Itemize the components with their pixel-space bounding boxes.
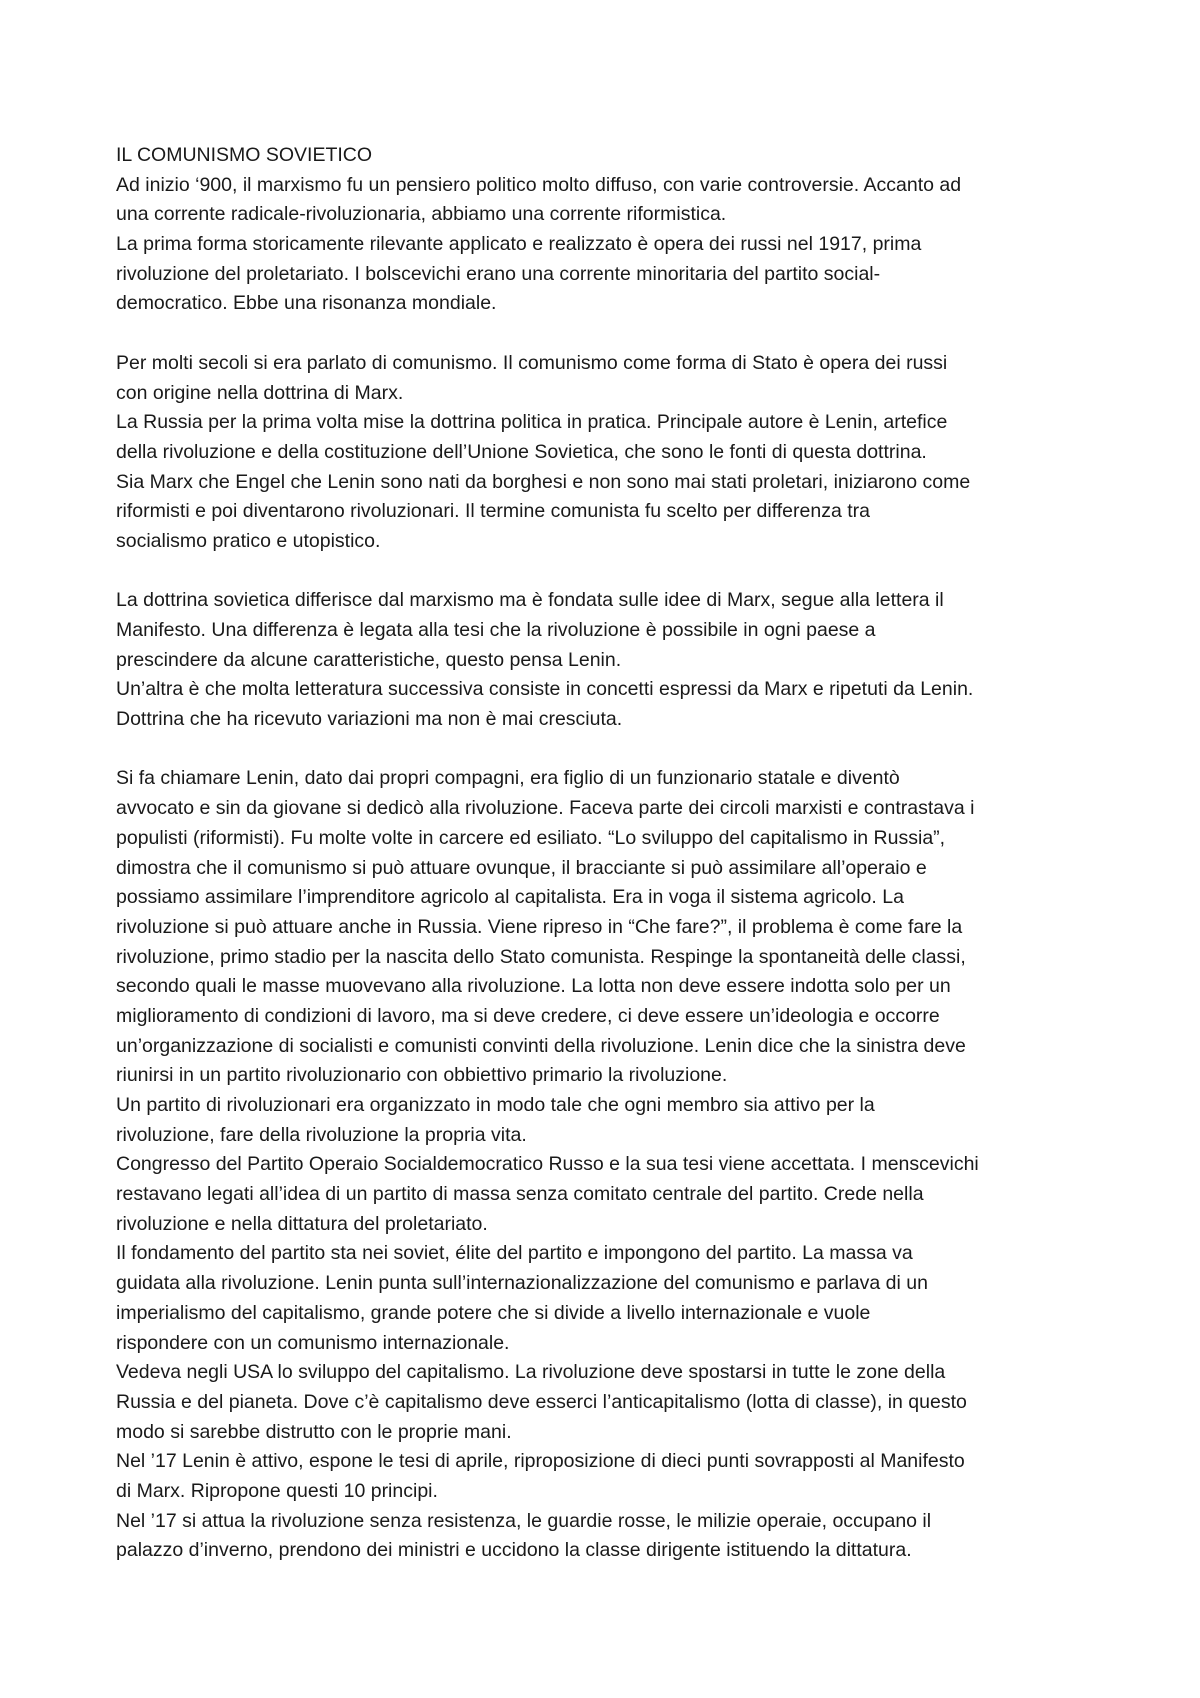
text-line: rispondere con un comunismo internazionale. [116, 1331, 510, 1354]
text-line: riformisti e poi diventarono rivoluzionari. Il termine comunista fu scelto per differenza tra [116, 500, 870, 523]
document-title: IL COMUNISMO SOVIETICO [116, 144, 373, 166]
text-line: palazzo d’inverno, prendono dei ministri e uccidono la classe dirigente istituendo la dittatura. [116, 1539, 912, 1562]
text-line: Nel ’17 Lenin è attivo, espone le tesi di aprile, riproposizione di dieci punti sovrapposti al Manifesto [116, 1450, 965, 1473]
text-line: guidata alla rivoluzione. Lenin punta sull’internazionalizzazione del comunismo e parlava di un [116, 1272, 928, 1295]
text-line: socialismo pratico e utopistico. [116, 529, 381, 552]
paragraph-spacer [116, 319, 1096, 349]
text-line: Si fa chiamare Lenin, dato dai propri compagni, era figlio di un funzionario statale e diventò [116, 767, 900, 790]
text-line: secondo quali le masse muovevano alla rivoluzione. La lotta non deve essere indotta solo per un [116, 975, 951, 998]
text-line: Un’altra è che molta letteratura successiva consiste in concetti espressi da Marx e ripetuti da Lenin. [116, 678, 974, 701]
paragraph [116, 764, 1096, 1566]
text-line: possiamo assimilare l’imprenditore agricolo al capitalista. Era in voga il sistema agricolo. La [116, 886, 904, 909]
text-line: Ad inizio ‘900, il marxismo fu un pensiero politico molto diffuso, con varie controversie. Accanto ad [116, 173, 962, 196]
text-line: Per molti secoli si era parlato di comunismo. Il comunismo come forma di Stato è opera dei russi [116, 351, 948, 374]
text-line: imperialismo del capitalismo, grande potere che si divide a livello internazionale e vuole [116, 1301, 871, 1324]
text-line: Congresso del Partito Operaio Socialdemocratico Russo e la sua tesi viene accettata. I menscevichi [116, 1153, 979, 1176]
text-line: Manifesto. Una differenza è legata alla tesi che la rivoluzione è possibile in ogni paese a [116, 619, 876, 641]
paragraph [116, 171, 1096, 319]
text-line: Un partito di rivoluzionari era organizzato in modo tale che ogni membro sia attivo per la [116, 1094, 875, 1116]
text-line: rivoluzione, fare della rivoluzione la propria vita. [116, 1123, 527, 1146]
text-line: Dottrina che ha ricevuto variazioni ma non è mai cresciuta. [116, 708, 623, 731]
text-line: restavano legati all’idea di un partito di massa senza comitato centrale del partito. Crede nella [116, 1183, 924, 1206]
text-line: democratico. Ebbe una risonanza mondiale. [116, 292, 497, 315]
paragraph [116, 586, 1096, 734]
text-line: avvocato e sin da giovane si dedicò alla rivoluzione. Faceva parte dei circoli marxisti e contrastava i [116, 797, 975, 820]
document-body [116, 141, 1096, 1566]
text-line: La Russia per la prima volta mise la dottrina politica in pratica. Principale autore è Lenin, artefice [116, 411, 948, 434]
text-line: Sia Marx che Engel che Lenin sono nati da borghesi e non sono mai stati proletari, iniziarono come [116, 470, 971, 493]
paragraph-spacer [116, 735, 1096, 765]
text-line: rivoluzione si può attuare anche in Russia. Viene ripreso in “Che fare?”, il problema è come fare la [116, 915, 963, 938]
text-line: dimostra che il comunismo si può attuare ovunque, il bracciante si può assimilare all’operaio e [116, 856, 927, 879]
text-line: un’organizzazione di socialisti e comunisti convinti della rivoluzione. Lenin dice che la sinistra deve [116, 1034, 966, 1057]
paragraph-spacer [116, 557, 1096, 587]
text-line: populisti (riformisti). Fu molte volte in carcere ed esiliato. “Lo sviluppo del capitalismo in Russia”, [116, 826, 946, 849]
text-line: di Marx. Ripropone questi 10 principi. [116, 1479, 438, 1502]
text-line: miglioramento di condizioni di lavoro, ma si deve credere, ci deve essere un’ideologia e occorre [116, 1004, 940, 1027]
paragraph [116, 349, 1096, 557]
text-line: Russia e del pianeta. Dove c’è capitalismo deve esserci l’anticapitalismo (lotta di classe), in questo [116, 1390, 967, 1413]
text-line: prescindere da alcune caratteristiche, questo pensa Lenin. [116, 648, 622, 671]
text-line: una corrente radicale-rivoluzionaria, abbiamo una corrente riformistica. [116, 203, 727, 226]
text-line: Nel ’17 si attua la rivoluzione senza resistenza, le guardie rosse, le milizie operaie, occupano il [116, 1509, 932, 1532]
text-line: La prima forma storicamente rilevante applicato e realizzato è opera dei russi nel 1917, prima [116, 233, 922, 256]
text-line: rivoluzione e nella dittatura del proletariato. [116, 1212, 488, 1235]
text-line: Il fondamento del partito sta nei soviet, élite del partito e impongono del partito. La massa va [116, 1242, 913, 1265]
text-line: con origine nella dottrina di Marx. [116, 381, 404, 404]
text-line: La dottrina sovietica differisce dal marxismo ma è fondata sulle idee di Marx, segue alla lettera il [116, 589, 944, 612]
text-line: modo si sarebbe distrutto con le proprie mani. [116, 1420, 512, 1443]
text-line: rivoluzione, primo stadio per la nascita dello Stato comunista. Respinge la spontaneità delle classi, [116, 945, 966, 968]
text-line: Vedeva negli USA lo sviluppo del capitalismo. La rivoluzione deve spostarsi in tutte le zone della [116, 1361, 946, 1384]
text-line: riunirsi in un partito rivoluzionario con obbiettivo primario la rivoluzione. [116, 1064, 728, 1087]
text-line: della rivoluzione e della costituzione dell’Unione Sovietica, che sono le fonti di questa dottrina. [116, 440, 927, 463]
text-line: rivoluzione del proletariato. I bolscevichi erano una corrente minoritaria del partito social- [116, 262, 881, 285]
